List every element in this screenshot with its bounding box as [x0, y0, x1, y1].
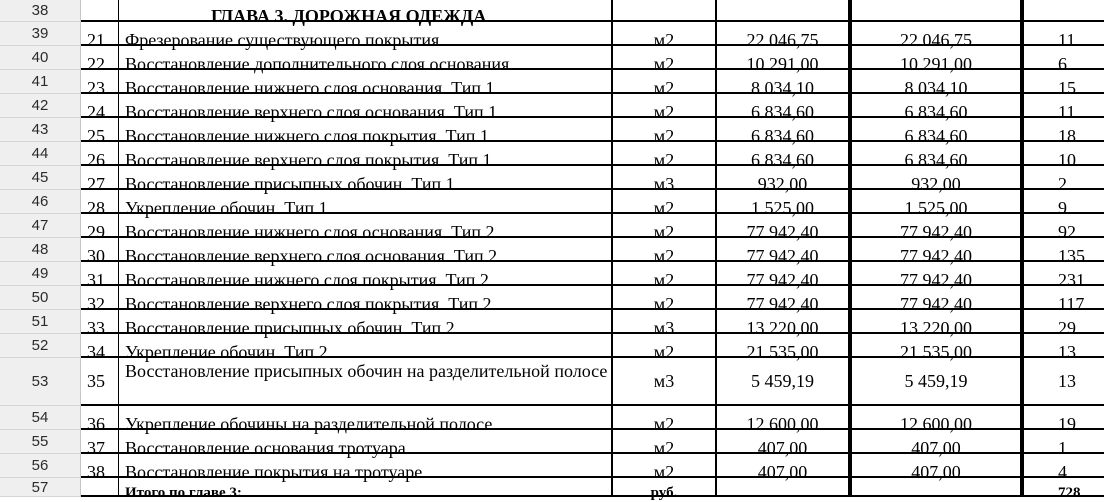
quantity-cell[interactable]: [852, 406, 1024, 434]
unit-cell[interactable]: [613, 454, 717, 482]
work-name-cell-text: Укрепление обочин. Тип 1: [125, 198, 328, 218]
work-name-cell[interactable]: [119, 190, 613, 218]
unit-cell-text: руб.: [650, 485, 678, 501]
item-number-cell[interactable]: [81, 358, 119, 406]
unit-cell[interactable]: [613, 334, 717, 362]
quantity-cell-text: 10 291,00: [746, 54, 819, 74]
unit-cell-text: м3: [653, 174, 675, 194]
quantity-cell-text: 407,00: [757, 462, 808, 482]
quantity-cell-text: 13 220,00: [900, 318, 972, 338]
table-row: [0, 406, 1080, 434]
row-header[interactable]: 43: [0, 118, 81, 142]
work-name-cell-text: Итого по главе 3:: [125, 485, 242, 501]
quantity-cell-text: 21 535,00: [746, 342, 819, 362]
amount-cell[interactable]: [1024, 118, 1104, 146]
table-row: [0, 238, 1085, 266]
unit-cell[interactable]: [613, 0, 717, 22]
quantity-cell[interactable]: [717, 190, 852, 218]
table-row: [0, 166, 1080, 194]
amount-cell-text: 15: [1058, 78, 1076, 98]
quantity-cell-text: 6 834,60: [904, 126, 968, 146]
work-name-cell-text: Восстановление верхнего слоя основания. Тип 2: [125, 246, 498, 266]
item-number-cell[interactable]: [81, 334, 119, 362]
work-name-cell[interactable]: [119, 46, 613, 74]
item-number-cell-text: 34: [87, 342, 105, 362]
work-name-cell-text: Восстановление верхнего слоя покрытия. Тип 1: [125, 150, 492, 170]
amount-cell-text: 4: [1058, 462, 1067, 482]
quantity-cell-text: 6 834,60: [751, 150, 814, 170]
work-name-cell[interactable]: [119, 238, 613, 266]
amount-cell[interactable]: [1024, 262, 1104, 290]
table-row: [0, 430, 1080, 458]
quantity-cell[interactable]: [852, 286, 1024, 314]
item-number-cell-text: 32: [87, 294, 105, 314]
item-number-cell-text: 38: [87, 462, 105, 482]
amount-cell-text: 6: [1058, 54, 1067, 74]
quantity-cell-text: 77 942,40: [900, 270, 972, 290]
unit-cell-text: м2: [653, 294, 675, 314]
row-header[interactable]: 53: [0, 358, 81, 406]
quantity-cell[interactable]: [852, 142, 1024, 170]
table-row: [0, 454, 1080, 482]
row-header[interactable]: 39: [0, 22, 81, 46]
unit-cell-text: м3: [653, 318, 675, 338]
amount-cell[interactable]: [1024, 430, 1104, 458]
amount-cell[interactable]: [1024, 478, 1104, 501]
work-name-cell-text: Восстановление нижнего слоя покрытия. Тип 2: [125, 270, 489, 290]
unit-cell-text: м2: [653, 462, 675, 482]
table-row: [0, 262, 1085, 290]
quantity-cell[interactable]: [852, 238, 1024, 266]
table-row: [0, 118, 1080, 146]
item-number-cell[interactable]: [81, 22, 119, 50]
work-name-cell[interactable]: [119, 334, 613, 362]
quantity-cell[interactable]: [852, 358, 1024, 406]
work-name-cell[interactable]: [119, 0, 613, 26]
item-number-cell-text: 21: [87, 30, 105, 50]
amount-cell[interactable]: [1024, 46, 1104, 74]
table-row: [0, 214, 1080, 242]
amount-cell-text: 19: [1058, 414, 1076, 434]
amount-cell[interactable]: [1024, 286, 1104, 314]
table-row: [0, 286, 1085, 314]
row-header[interactable]: 41: [0, 70, 81, 94]
item-number-cell[interactable]: [81, 94, 119, 122]
quantity-cell-text: 77 942,40: [900, 294, 972, 314]
amount-cell[interactable]: [1024, 334, 1104, 362]
work-name-cell[interactable]: [119, 214, 613, 242]
quantity-cell-text: 1 525,00: [904, 198, 968, 218]
work-name-cell-text: Восстановление присыпных обочин. Тип 1: [125, 174, 455, 194]
quantity-cell[interactable]: [717, 238, 852, 266]
quantity-cell-text: 5 459,19: [904, 370, 968, 391]
quantity-cell[interactable]: [852, 46, 1024, 74]
unit-cell[interactable]: [613, 286, 717, 314]
quantity-cell[interactable]: [717, 70, 852, 98]
item-number-cell-text: 30: [87, 246, 105, 266]
work-name-cell-text: Укрепление обочин. Тип 2: [125, 342, 328, 362]
unit-cell-text: м2: [653, 150, 675, 170]
amount-cell-text: 1: [1058, 438, 1067, 458]
unit-cell[interactable]: [613, 310, 717, 338]
quantity-cell[interactable]: [717, 310, 852, 338]
item-number-cell-text: 25: [87, 126, 105, 146]
amount-cell-text: 231: [1058, 270, 1085, 290]
amount-cell[interactable]: [1024, 454, 1104, 482]
unit-cell[interactable]: [613, 22, 717, 50]
quantity-cell[interactable]: [717, 334, 852, 362]
unit-cell-text: м2: [653, 126, 675, 146]
work-name-cell-text: Восстановление нижнего слоя основания. Тип 2: [125, 222, 495, 242]
amount-cell[interactable]: [1024, 214, 1104, 242]
quantity-cell[interactable]: [717, 118, 852, 146]
work-name-cell[interactable]: [119, 286, 613, 314]
amount-cell[interactable]: [1024, 238, 1104, 266]
quantity-cell[interactable]: [852, 70, 1024, 98]
amount-cell-text: 11: [1058, 102, 1076, 122]
item-number-cell[interactable]: [81, 238, 119, 266]
quantity-cell[interactable]: [717, 454, 852, 482]
quantity-cell-text: 77 942,40: [746, 294, 819, 314]
quantity-cell-text: 77 942,40: [900, 222, 972, 242]
row-header[interactable]: 42: [0, 94, 81, 118]
quantity-cell[interactable]: [852, 214, 1024, 242]
quantity-cell[interactable]: [717, 406, 852, 434]
row-header[interactable]: 50: [0, 286, 81, 310]
work-name-cell-text: Восстановление верхнего слоя основания. Тип 1: [125, 102, 498, 122]
unit-cell[interactable]: [613, 478, 717, 501]
work-name-cell[interactable]: [119, 262, 613, 290]
item-number-cell[interactable]: [81, 190, 119, 218]
row-header[interactable]: 48: [0, 238, 81, 262]
row-header[interactable]: 56: [0, 454, 81, 478]
row-header[interactable]: 38: [0, 0, 81, 22]
table-row: [0, 310, 1080, 338]
quantity-cell[interactable]: [717, 478, 852, 497]
item-number-cell-text: 28: [87, 198, 105, 218]
item-number-cell[interactable]: [81, 286, 119, 314]
quantity-cell-text: 13 220,00: [746, 318, 819, 338]
quantity-cell-text: 10 291,00: [900, 54, 972, 74]
amount-cell-text: 117: [1058, 294, 1085, 314]
row-header[interactable]: 46: [0, 190, 81, 214]
quantity-cell-text: 407,00: [911, 438, 961, 458]
unit-cell[interactable]: [613, 358, 717, 406]
unit-cell[interactable]: [613, 118, 717, 146]
quantity-cell-text: 6 834,60: [904, 150, 968, 170]
item-number-cell[interactable]: [81, 0, 119, 22]
work-name-cell-text: Восстановление основания тротуара: [125, 438, 406, 458]
quantity-cell[interactable]: [717, 22, 852, 50]
quantity-cell[interactable]: [852, 334, 1024, 362]
work-name-cell[interactable]: [119, 142, 613, 170]
work-name-cell-text: Восстановление верхнего слоя покрытия. Тип 2: [125, 294, 492, 314]
work-name-cell[interactable]: [119, 94, 613, 122]
quantity-cell-text: 77 942,40: [900, 246, 972, 266]
quantity-cell[interactable]: [852, 310, 1024, 338]
amount-cell-text: 92: [1058, 222, 1076, 242]
quantity-cell-text: 1 525,00: [751, 198, 814, 218]
unit-cell-text: м2: [653, 414, 675, 434]
amount-cell-text: 135: [1058, 246, 1085, 266]
quantity-cell-text: 932,00: [911, 174, 961, 194]
amount-cell-text: 13: [1058, 370, 1076, 391]
quantity-cell-text: 6 834,60: [904, 102, 968, 122]
quantity-cell[interactable]: [852, 118, 1024, 146]
quantity-cell-text: 6 834,60: [751, 102, 814, 122]
item-number-cell-text: 23: [87, 78, 105, 98]
quantity-cell-text: 407,00: [757, 438, 808, 458]
work-name-cell[interactable]: [119, 478, 613, 501]
work-name-cell[interactable]: [119, 70, 613, 98]
item-number-cell-text: 27: [87, 174, 105, 194]
quantity-cell[interactable]: [717, 0, 852, 22]
quantity-cell-text: 12 600,00: [746, 414, 819, 434]
work-name-cell-text: Укрепление обочины на разделительной полосе: [125, 414, 493, 434]
work-name-cell[interactable]: [119, 166, 613, 194]
quantity-cell-text: 77 942,40: [746, 222, 819, 242]
quantity-cell[interactable]: [852, 190, 1024, 218]
unit-cell-text: м2: [653, 54, 675, 74]
amount-cell-text: 11: [1058, 30, 1076, 50]
item-number-cell[interactable]: [81, 310, 119, 338]
amount-cell-text: 10: [1058, 150, 1076, 170]
amount-cell[interactable]: [1024, 310, 1104, 338]
quantity-cell[interactable]: [852, 262, 1024, 290]
amount-cell[interactable]: [1024, 142, 1104, 170]
item-number-cell-text: 36: [87, 414, 105, 434]
work-name-cell[interactable]: [119, 406, 613, 434]
item-number-cell-text: 29: [87, 222, 105, 242]
quantity-cell-text: 407,00: [911, 462, 961, 482]
unit-cell-text: м2: [653, 438, 675, 458]
item-number-cell-text: 31: [87, 270, 105, 290]
unit-cell[interactable]: [613, 214, 717, 242]
quantity-cell[interactable]: [852, 430, 1024, 458]
row-header[interactable]: 44: [0, 142, 81, 166]
work-name-cell-text: Восстановление нижнего слоя основания. Тип 1: [125, 78, 495, 98]
work-name-cell[interactable]: [119, 358, 613, 406]
quantity-cell-text: 8 034,10: [904, 78, 968, 98]
work-name-cell[interactable]: [119, 118, 613, 146]
table-row: [0, 190, 1080, 218]
unit-cell-text: м2: [653, 30, 675, 50]
quantity-cell-text: 22 046,75: [900, 30, 972, 50]
chapter-heading: ГЛАВА 3. ДОРОЖНАЯ ОДЕЖДА: [211, 6, 487, 26]
quantity-cell-text: 77 942,40: [746, 270, 819, 290]
quantity-cell[interactable]: [717, 214, 852, 242]
amount-cell[interactable]: [1024, 70, 1104, 98]
amount-cell-text: 9: [1058, 198, 1067, 218]
item-number-cell[interactable]: [81, 46, 119, 74]
row-header[interactable]: 47: [0, 214, 81, 238]
unit-cell-text: м2: [653, 102, 675, 122]
item-number-cell[interactable]: [81, 478, 119, 497]
item-number-cell-text: 26: [87, 150, 105, 170]
quantity-cell[interactable]: [717, 262, 852, 290]
row-header[interactable]: 45: [0, 166, 81, 190]
item-number-cell-text: 33: [87, 318, 105, 338]
work-name-cell-text: Восстановление дополнительного слоя основания: [125, 54, 510, 74]
table-row: [0, 46, 1080, 74]
item-number-cell[interactable]: [81, 214, 119, 242]
unit-cell[interactable]: [613, 70, 717, 98]
work-name-cell-text: Восстановление присыпных обочин на разделительной полосе: [125, 361, 608, 381]
work-name-cell[interactable]: [119, 454, 613, 482]
item-number-cell-text: 22: [87, 54, 105, 74]
table-row: [0, 70, 1080, 98]
quantity-cell-text: 6 834,60: [751, 126, 814, 146]
quantity-cell[interactable]: [717, 166, 852, 194]
table-row: [0, 358, 1080, 406]
work-name-cell-text: Восстановление присыпных обочин. Тип 2: [125, 318, 455, 338]
amount-cell[interactable]: [1024, 358, 1104, 406]
quantity-cell-text: 12 600,00: [900, 414, 972, 434]
item-number-cell-text: 35: [87, 370, 105, 391]
work-name-cell[interactable]: [119, 310, 613, 338]
table-row: [0, 334, 1080, 362]
table-row: [0, 478, 1081, 501]
unit-cell-text: м2: [653, 198, 675, 218]
quantity-cell-text: 5 459,19: [751, 370, 814, 391]
quantity-cell[interactable]: [852, 94, 1024, 122]
unit-cell[interactable]: [613, 142, 717, 170]
unit-cell[interactable]: [613, 262, 717, 290]
unit-cell[interactable]: [613, 238, 717, 266]
table-row: [0, 0, 1080, 26]
item-number-cell-text: 24: [87, 102, 105, 122]
quantity-cell-text: 77 942,40: [746, 246, 819, 266]
amount-cell[interactable]: [1024, 22, 1104, 50]
amount-cell[interactable]: [1024, 94, 1104, 122]
table-row: [0, 142, 1080, 170]
work-name-cell-text: Восстановление нижнего слоя покрытия. Тип 1: [125, 126, 489, 146]
quantity-cell[interactable]: [852, 166, 1024, 194]
quantity-cell-text: 932,00: [757, 174, 808, 194]
unit-cell-text: м3: [653, 370, 675, 391]
unit-cell-text: м2: [653, 246, 675, 266]
quantity-cell[interactable]: [852, 478, 1024, 497]
quantity-cell-text: 22 046,75: [746, 30, 819, 50]
item-number-cell[interactable]: [81, 262, 119, 290]
row-header[interactable]: 55: [0, 430, 81, 454]
unit-cell[interactable]: [613, 166, 717, 194]
work-name-cell[interactable]: [119, 430, 613, 458]
quantity-cell-text: 8 034,10: [751, 78, 814, 98]
amount-cell[interactable]: [1024, 406, 1104, 434]
row-header[interactable]: 57: [0, 478, 81, 497]
amount-cell[interactable]: [1024, 166, 1104, 194]
amount-cell-text: 728: [1058, 485, 1081, 501]
item-number-cell[interactable]: [81, 142, 119, 170]
unit-cell[interactable]: [613, 406, 717, 434]
item-number-cell[interactable]: [81, 454, 119, 482]
item-number-cell[interactable]: [81, 406, 119, 434]
work-name-cell-text: Фрезерование существующего покрытия: [125, 30, 440, 50]
row-header[interactable]: 52: [0, 334, 81, 358]
quantity-cell[interactable]: [717, 142, 852, 170]
amount-cell-text: 18: [1058, 126, 1076, 146]
amount-cell-text: 2: [1058, 174, 1067, 194]
row-header[interactable]: 40: [0, 46, 81, 70]
row-header[interactable]: 49: [0, 262, 81, 286]
quantity-cell[interactable]: [717, 286, 852, 314]
quantity-cell[interactable]: [852, 454, 1024, 482]
item-number-cell[interactable]: [81, 430, 119, 458]
item-number-cell-text: 37: [87, 438, 105, 458]
unit-cell-text: м2: [653, 222, 675, 242]
row-header[interactable]: 51: [0, 310, 81, 334]
work-name-cell[interactable]: [119, 22, 613, 50]
item-number-cell[interactable]: [81, 166, 119, 194]
amount-cell-text: 13: [1058, 342, 1076, 362]
quantity-cell[interactable]: [852, 22, 1024, 50]
quantity-cell[interactable]: [717, 430, 852, 458]
quantity-cell-text: 21 535,00: [900, 342, 972, 362]
amount-cell-text: 29: [1058, 318, 1076, 338]
unit-cell[interactable]: [613, 190, 717, 218]
table-row: [0, 94, 1080, 122]
quantity-cell[interactable]: [717, 94, 852, 122]
unit-cell[interactable]: [613, 94, 717, 122]
item-number-cell[interactable]: [81, 70, 119, 98]
table-row: [0, 22, 1080, 50]
amount-cell[interactable]: [1024, 190, 1104, 218]
unit-cell[interactable]: [613, 430, 717, 458]
quantity-cell[interactable]: [717, 358, 852, 406]
amount-cell[interactable]: [1024, 0, 1104, 22]
item-number-cell[interactable]: [81, 118, 119, 146]
unit-cell-text: м2: [653, 270, 675, 290]
unit-cell-text: м2: [653, 78, 675, 98]
quantity-cell[interactable]: [852, 0, 1024, 22]
unit-cell[interactable]: [613, 46, 717, 74]
row-header[interactable]: 54: [0, 406, 81, 430]
quantity-cell[interactable]: [717, 46, 852, 74]
work-name-cell-text: Восстановление покрытия на тротуаре: [125, 462, 423, 482]
unit-cell-text: м2: [653, 342, 675, 362]
